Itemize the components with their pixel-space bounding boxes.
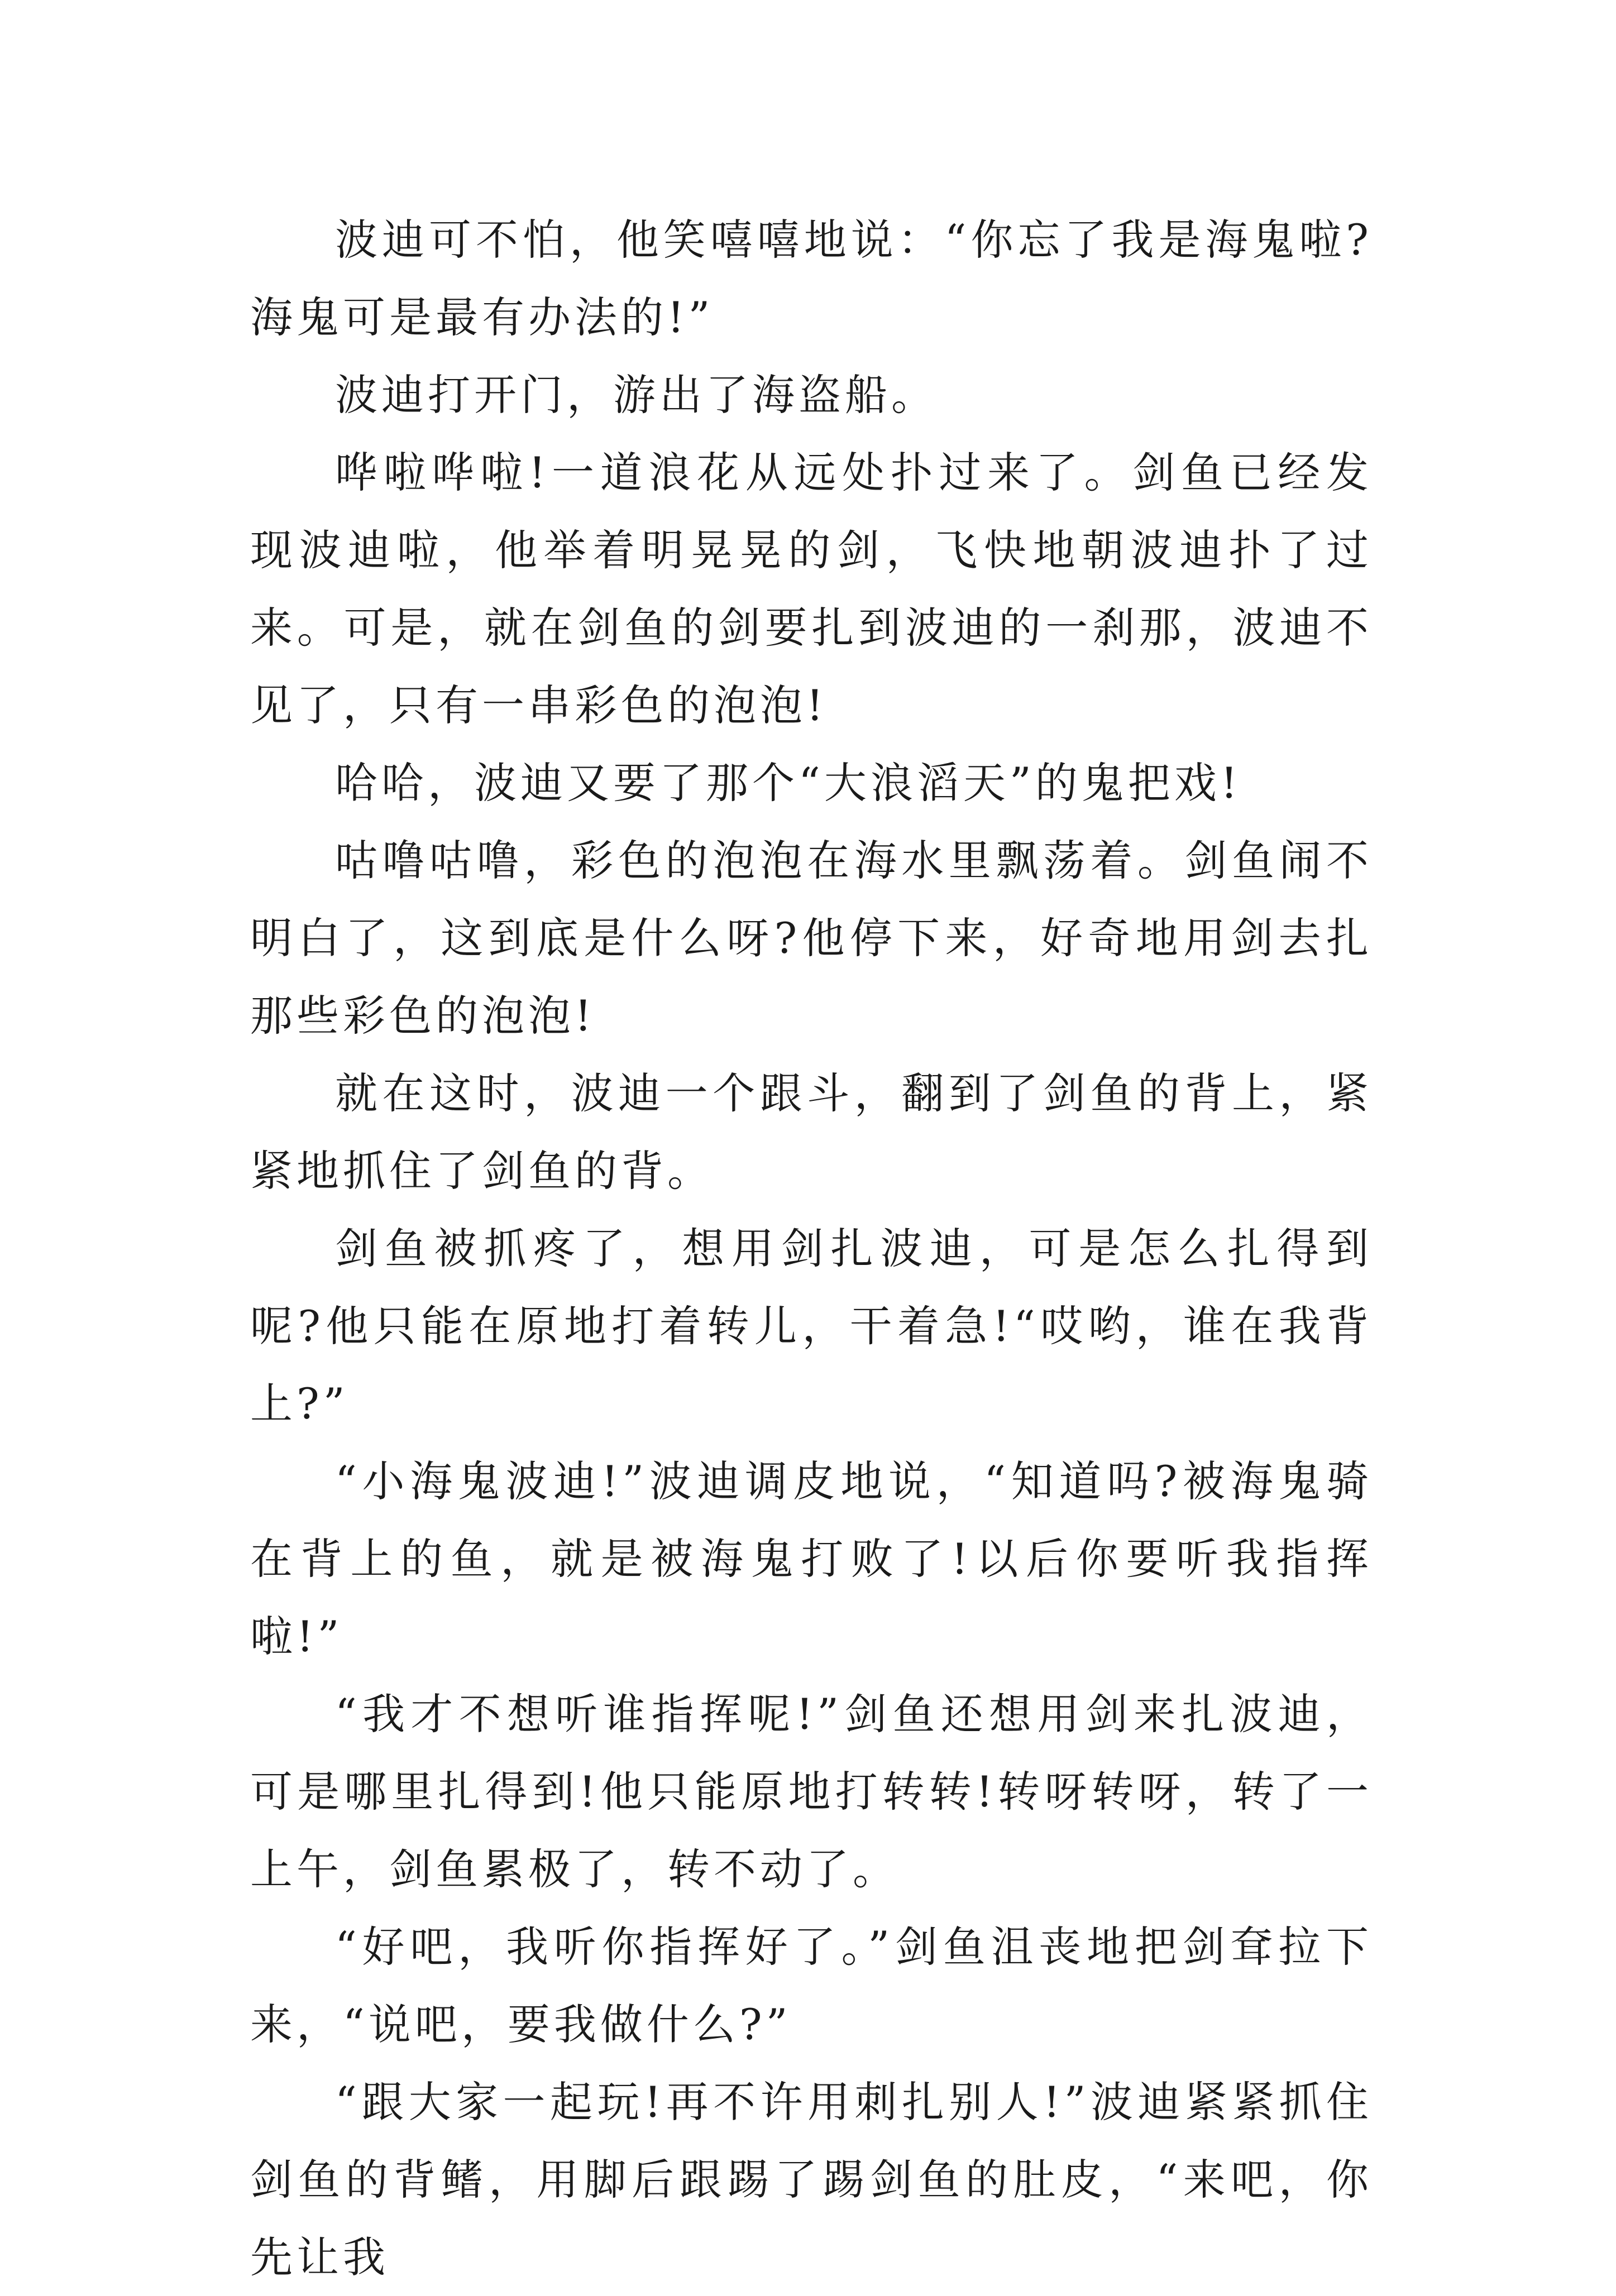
paragraph-1: 波迪可不怕，他笑嘻嘻地说：“你忘了我是海鬼啦?海鬼可是最有办法的!” xyxy=(250,215,1373,342)
paragraph-11: “跟大家一起玩!再不许用刺扎别人!”波迪紧紧抓住剑鱼的背鳍，用脚后跟踢了踢剑鱼的肚皮，“来吧，你先让我 xyxy=(250,2077,1373,2282)
paragraph-5: 咕噜咕噜，彩色的泡泡在海水里飘荡着。剑鱼闹不明白了，这到底是什么呀?他停下来，好奇地用剑去扎那些彩色的泡泡! xyxy=(250,836,1373,1041)
paragraph-7: 剑鱼被抓疼了，想用剑扎波迪，可是怎么扎得到呢?他只能在原地打着转儿，干着急!“哎哟，谁在我背上?” xyxy=(250,1224,1373,1429)
paragraph-4: 哈哈，波迪又要了那个“大浪滔天”的鬼把戏! xyxy=(335,758,1242,808)
paragraph-8: “小海鬼波迪!”波迪调皮地说，“知道吗?被海鬼骑在背上的鱼，就是被海鬼打败了!以后你要听我指挥啦!” xyxy=(250,1456,1373,1661)
paragraph-3: 哗啦哗啦!一道浪花从远处扑过来了。剑鱼已经发现波迪啦，他举着明晃晃的剑，飞快地朝波迪扑了过来。可是，就在剑鱼的剑要扎到波迪的一刹那，波迪不见了，只有一串彩色的泡泡! xyxy=(250,448,1373,730)
paragraph-2: 波迪打开门，游出了海盗船。 xyxy=(335,370,938,420)
story-text xyxy=(250,201,1373,2296)
paragraph-6: 就在这时，波迪一个跟斗，翻到了剑鱼的背上，紧紧地抓住了剑鱼的背。 xyxy=(250,1068,1373,1196)
paragraph-9: “我才不想听谁指挥呢!”剑鱼还想用剑来扎波迪，可是哪里扎得到!他只能原地打转转!转呀转呀，转了一上午，剑鱼累极了，转不动了。 xyxy=(250,1689,1373,1894)
paragraph-10: “好吧，我听你指挥好了。”剑鱼沮丧地把剑耷拉下来，“说吧，要我做什么?” xyxy=(250,1922,1373,2049)
